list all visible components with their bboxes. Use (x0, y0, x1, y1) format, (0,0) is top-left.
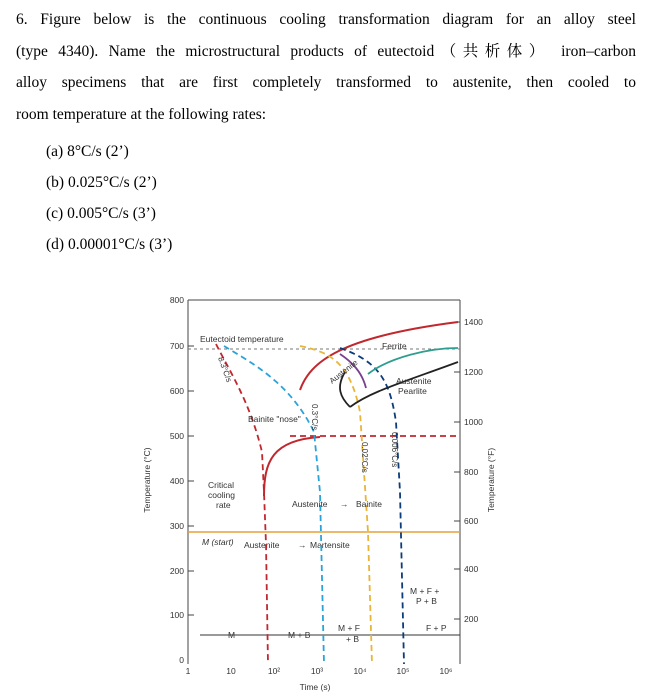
arrow-glyph-2: → (340, 499, 349, 509)
tick-800: 800 (169, 295, 184, 305)
critical-label-2: cooling (208, 490, 235, 500)
fp-label: F + P (426, 623, 447, 633)
question-line-4: room temperature at the following rates: (16, 105, 267, 123)
tick-600: 600 (169, 386, 184, 396)
rate-label-0-006: 0.006°C/s (390, 432, 399, 468)
question-line-1: 6. Figure below is the continuous cooling transformation diagram for an alloy steel (16, 11, 636, 28)
ferrite-curve (368, 348, 458, 374)
question-block (16, 4, 636, 260)
cct-diagram-svg (140, 292, 500, 696)
rate-item-d: (d) 0.00001°C/s (3’) (46, 236, 173, 253)
austenite-diag-label: Austenite (327, 357, 360, 386)
tick-100: 100 (169, 610, 184, 620)
right-tick-marks (454, 322, 460, 619)
tick-10: 10 (226, 666, 236, 676)
tick-1000: 1000 (464, 417, 483, 427)
tick-0: 0 (179, 655, 184, 665)
tick-1200: 1200 (464, 367, 483, 377)
y-axis-label-left: Temperature (°C) (142, 447, 152, 513)
tick-500: 500 (169, 431, 184, 441)
austenite-martensite-b: Martensite (310, 540, 350, 550)
critical-label-3: rate (216, 500, 231, 510)
tick-400: 400 (169, 476, 184, 486)
cct-diagram (140, 292, 500, 696)
eutectoid-label: Eutectoid temperature (200, 334, 284, 344)
tick-200: 200 (464, 614, 479, 624)
rate-item-a: (a) 8°C/s (2’) (46, 143, 129, 160)
mb-label: M + B (288, 630, 311, 640)
rate-item-c: (c) 0.005°C/s (3’) (46, 205, 156, 222)
m-start-label: M (start) (202, 537, 234, 547)
mfb-label-2: P + B (416, 596, 437, 606)
question-line-3: alloy specimens that are first completely transformed to austenite, then cooled to (16, 74, 636, 91)
rate-list (46, 136, 636, 260)
y-axis-label-right: Temperature (°F) (486, 447, 496, 513)
austenite-pearlite-2: Pearlite (398, 386, 427, 396)
tick-400: 400 (464, 564, 479, 574)
tick-1400: 1400 (464, 317, 483, 327)
tick-10-4: 10⁴ (353, 666, 367, 676)
rate-label-0-02: 0.02°C/s (360, 442, 369, 473)
mfb-label-1: M + F + (410, 586, 440, 596)
pearlite-start-curve (300, 322, 458, 390)
arrow-glyph-1: → (298, 540, 307, 550)
critical-label-1: Critical (208, 480, 234, 490)
left-ticks (170, 295, 184, 665)
question-paragraph (16, 4, 636, 130)
tick-10-3: 10³ (310, 666, 324, 676)
rate-item-b: (b) 0.025°C/s (2’) (46, 174, 157, 191)
austenite-martensite-a: Austenite (244, 540, 280, 550)
tick-700: 700 (169, 341, 184, 351)
tick-10-5: 10⁵ (396, 666, 410, 676)
austenite-bainite-a: Austenite (292, 499, 328, 509)
mf-label-2: + B (346, 634, 359, 644)
x-axis-label: Time (s) (299, 682, 331, 692)
bainite-nose-label: Bainite "nose" (248, 414, 301, 424)
mf-label-1: M + F (338, 623, 360, 633)
austenite-pearlite-1: Austenite (396, 376, 432, 386)
m-label: M (228, 630, 236, 640)
rate-label-0-3: 0.3°C/s (310, 404, 319, 431)
x-ticks (186, 666, 453, 676)
tick-10-2: 10² (267, 666, 281, 676)
right-ticks (464, 317, 483, 624)
bainite-nose-curve (264, 437, 320, 496)
tick-10-6: 10⁶ (439, 666, 453, 676)
ferrite-label: Ferrite (382, 341, 407, 351)
austenite-bainite-b: Bainite (356, 499, 382, 509)
tick-200: 200 (169, 566, 184, 576)
tick-800: 800 (464, 467, 479, 477)
rate-label-8-3: 8.3°C/s (216, 355, 234, 384)
tick-1: 1 (185, 666, 191, 676)
left-tick-marks (188, 300, 194, 615)
tick-300: 300 (169, 521, 184, 531)
question-line-2: (type 4340). Name the microstructural products of eutectoid（共析体） iron–carbon (16, 42, 636, 60)
tick-600: 600 (464, 516, 479, 526)
